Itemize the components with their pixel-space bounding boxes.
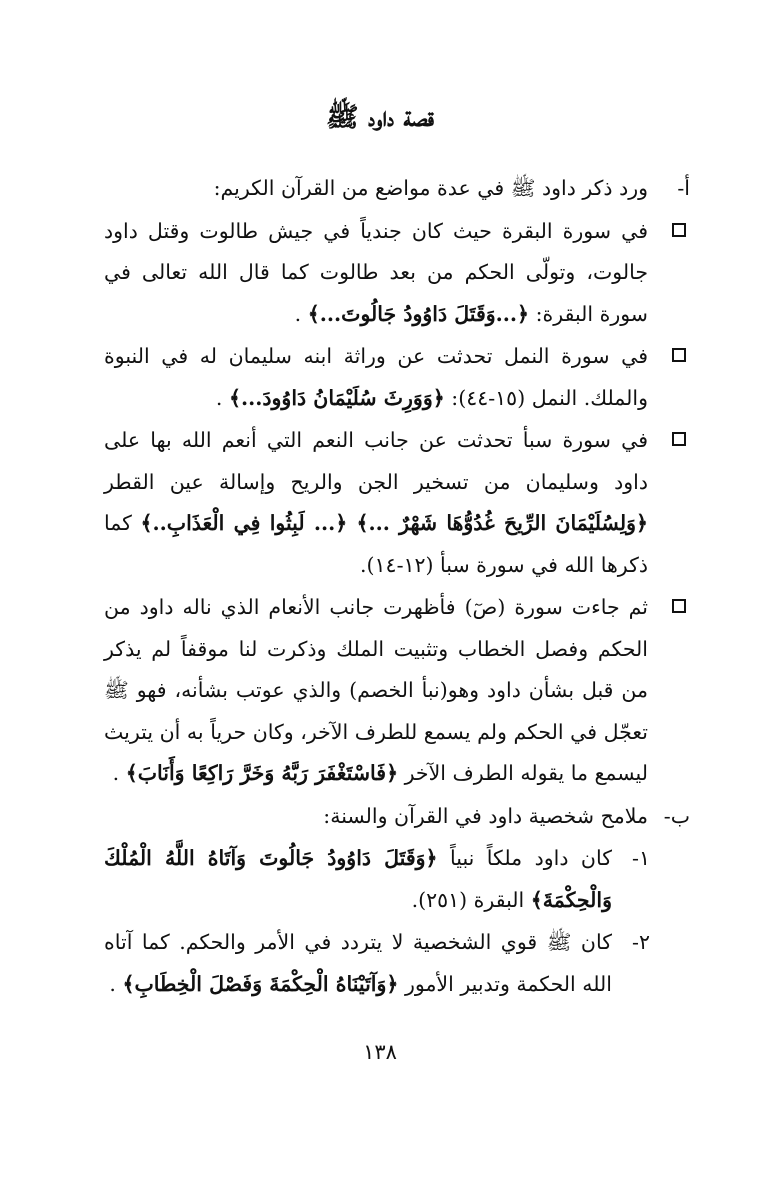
numbered-item-content — [104, 838, 648, 921]
item-text: كان داود ملكاً نبياً — [450, 846, 612, 870]
item-text: كان ﷺ قوي الشخصية لا يتردد في الأمر والحكم. كما آتاه الله الحكمة وتدبير الأمور — [104, 930, 612, 996]
checkbox-bullet-icon — [672, 432, 686, 446]
item-after: كما ذكرها الله في سورة سبأ (١٢-١٤). — [104, 511, 648, 577]
item-after: البقرة (٢٥١). — [411, 887, 525, 912]
section-a-intro: ورد ذكر داود ﷺ في عدة مواضع من القرآن الكريم: — [213, 176, 648, 200]
item-number: ١- — [632, 846, 650, 870]
page-title: قصة داود ﷺ — [325, 102, 435, 133]
page-body — [104, 168, 690, 1005]
list-item — [104, 420, 648, 586]
numbered-item — [104, 838, 648, 921]
item-after: . — [294, 301, 302, 326]
item-text: في سورة البقرة حيث كان جندياً في جيش طالوت وقتل داود جالوت، وتولّى الحكم من بعد طالوت كما قال الله تعالى في سورة البقرة: — [104, 218, 648, 326]
section-a-marker: أ- — [677, 176, 690, 200]
item-text: في سورة سبأ تحدثت عن جانب النعم التي أنعم الله بها على داود وسليمان من تسخير الجن والريح وإسالة عين القطر — [104, 428, 648, 494]
section-b-heading — [104, 796, 690, 838]
quran-quote: ﴿وَلِسُلَيْمَانَ الرِّيحَ غُدُوُّهَا شَهْرٌ ...﴾ ﴿... لَبِثُوا فِي الْعَذَابِ..﴾ — [140, 511, 648, 535]
numbered-item-content — [104, 922, 648, 1005]
section-a-heading — [104, 168, 690, 210]
item-after: . — [109, 971, 116, 996]
list-item — [104, 336, 648, 419]
item-after: . — [112, 761, 120, 785]
numbered-item — [104, 922, 648, 1005]
item-text: في سورة النمل تحدثت عن وراثة ابنه سليمان له في النبوة والملك. النمل (١٥-٤٤): — [104, 344, 648, 410]
quran-quote: ﴿وَآتَيْنَاهُ الْحِكْمَةَ وَفَصْلَ الْخِطَابِ﴾ — [122, 971, 399, 996]
section-b-marker: ب- — [663, 803, 690, 828]
item-after: . — [215, 385, 223, 410]
checkbox-bullet-icon — [672, 348, 686, 362]
list-item — [104, 211, 648, 336]
quran-quote: ﴿...وَقَتَلَ دَاوُودُ جَالُوتَ...﴾ — [307, 301, 530, 326]
quran-quote: ﴿فَاسْتَغْفَرَ رَبَّهُ وَخَرَّ رَاكِعًا وَأَنَابَ﴾ — [125, 761, 399, 785]
item-text: ثم جاءت سورة (صٓ) فأظهرت جانب الأنعام الذي ناله داود من الحكم وفصل الخطاب وتثبيت الملك وذكرت لنا موقفاً لم يذكر من قبل بشأن داود وهو(نبأ الخصم) والذي عوتب بشأنه، فهو ﷺ تعجّل في الحكم ولم يسمع للطرف الآخر، وكان حرياً به أن يتريث ليسمع ما يقوله الطرف الآخر — [104, 595, 648, 785]
quran-quote: ﴿وَوَرِثَ سُلَيْمَانُ دَاوُودَ...﴾ — [228, 385, 445, 410]
item-number: ٢- — [632, 930, 650, 954]
checkbox-bullet-icon — [672, 223, 686, 237]
quran-quote: ﴿وَقَتَلَ دَاوُودُ جَالُوتَ وَآتَاهُ اللَّهُ الْمُلْكَ وَالْحِكْمَةَ﴾ — [104, 846, 612, 912]
page-number: ١٣٨ — [363, 1040, 397, 1064]
list-item — [104, 587, 648, 795]
checkbox-bullet-icon — [672, 599, 686, 613]
section-b-intro: ملامح شخصية داود في القرآن والسنة: — [323, 803, 648, 828]
